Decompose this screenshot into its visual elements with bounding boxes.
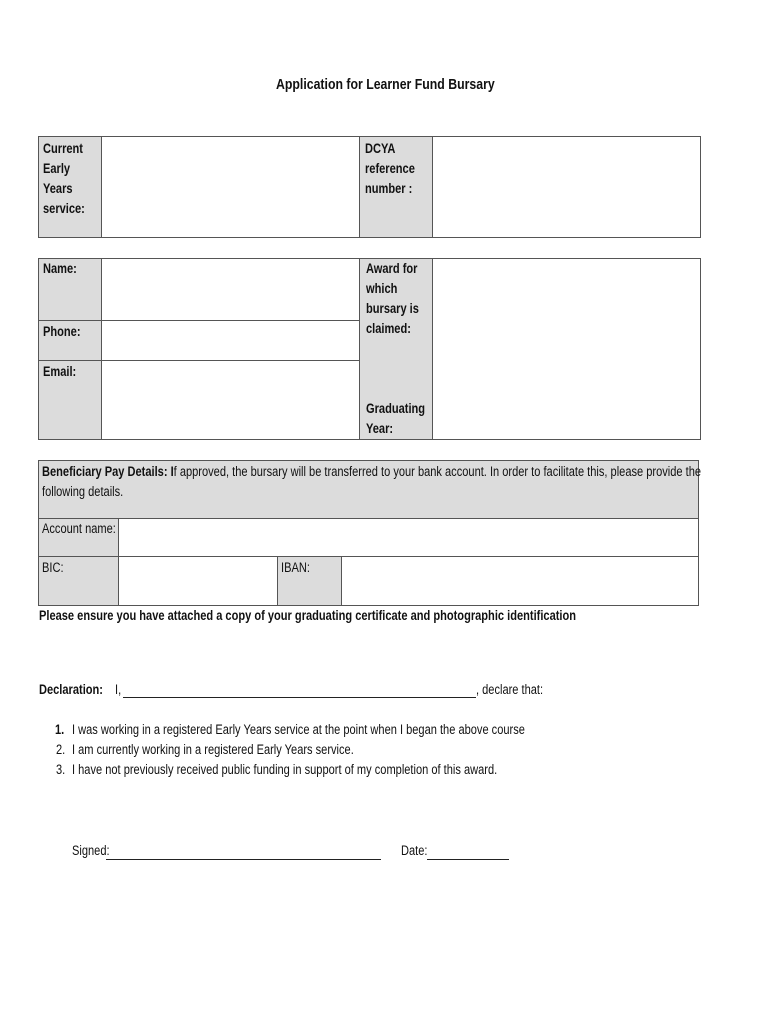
bic-label: BIC: [42,560,64,575]
dcya-label-1: DCYA [365,141,396,156]
declaration-prefix: I, [115,682,122,697]
name-label: Name: [43,261,77,276]
declaration-item-num: 2. [56,742,66,757]
graduating-label-2: Year: [366,421,394,436]
beneficiary-header [39,461,702,519]
attachment-notice: Please ensure you have attached a copy of your graduating certificate and photographic identification [39,608,577,623]
beneficiary-heading-bold: Beneficiary Pay Details: I [42,464,174,479]
bic-field[interactable] [119,557,278,605]
phone-label: Phone: [43,324,81,339]
iban-field[interactable] [342,557,698,605]
name-field[interactable] [102,259,360,321]
dcya-label-3: number : [365,181,413,196]
email-label: Email: [43,364,77,379]
current-service-field[interactable] [102,137,360,237]
declarant-name-line[interactable] [123,697,476,698]
award-label-1: Award for [366,261,418,276]
beneficiary-heading-text: f approved, the bursary will be transferred to your bank account. In order to facilitate this, please provide the [173,464,702,479]
date-label: Date: [401,843,428,858]
award-field[interactable] [433,259,700,439]
bic-label-cell [39,557,119,605]
declaration-item-num: 3. [56,762,66,777]
iban-label: IBAN: [281,560,310,575]
email-field[interactable] [102,361,360,439]
beneficiary-heading-text-2: following details. [42,484,124,499]
current-service-label-1: Current [43,141,83,156]
dcya-reference-field[interactable] [433,137,700,237]
award-label-4: claimed: [366,321,411,336]
page-title: Application for Learner Fund Bursary [275,76,495,93]
account-name-field[interactable] [119,519,698,557]
signature-line[interactable] [106,859,381,860]
current-service-label-cell [39,137,102,237]
divider [39,320,102,321]
phone-field[interactable] [102,321,360,361]
graduating-label-1: Graduating [366,401,426,416]
current-service-label-3: Years [43,181,73,196]
name-label-cell [39,259,102,439]
declaration-label: Declaration: [39,682,103,697]
dcya-label-2: reference [365,161,415,176]
declaration-item-2: I am currently working in a registered Early Years service. [72,742,354,757]
dcya-label-cell [360,137,433,237]
divider [39,360,102,361]
award-label-cell [360,259,433,439]
iban-label-cell [278,557,342,605]
current-service-label-4: service: [43,201,85,216]
date-line[interactable] [427,859,509,860]
award-label-2: which [366,281,398,296]
current-service-label-2: Early [43,161,71,176]
declaration-suffix: , declare that: [476,682,544,697]
account-name-label-cell [39,519,119,557]
declaration-item-1: I was working in a registered Early Years service at the point when I began the above course [72,722,525,737]
signed-label: Signed: [72,843,110,858]
account-name-label: Account name: [42,521,116,536]
declaration-item-3: I have not previously received public funding in support of my completion of this award. [72,762,498,777]
award-label-3: bursary is [366,301,419,316]
declaration-item-num: 1. [55,722,65,737]
